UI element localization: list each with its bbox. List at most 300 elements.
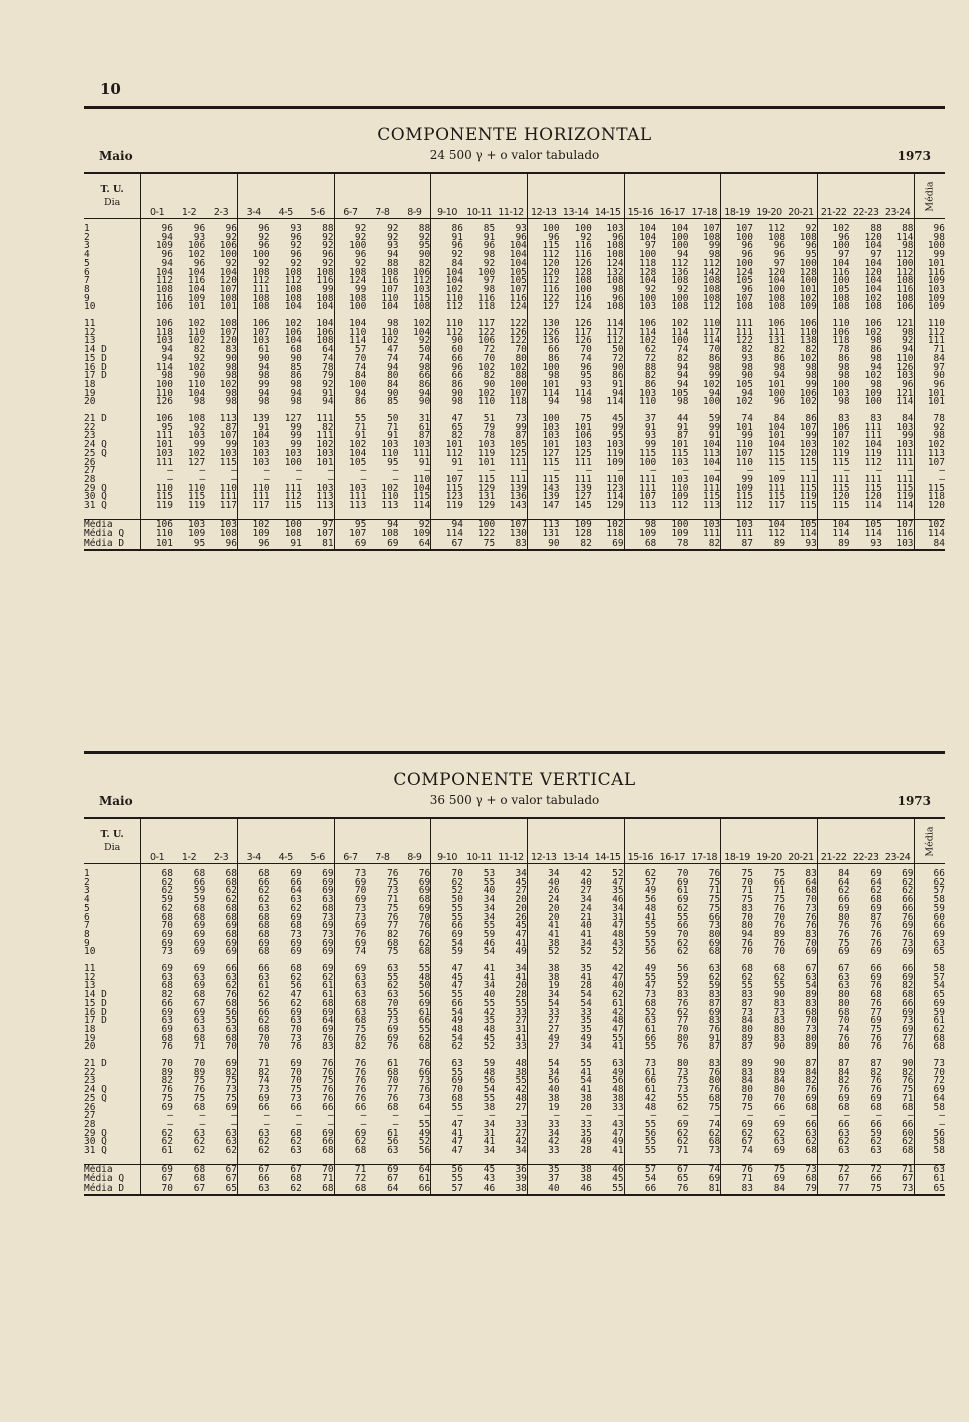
value-cell: — [747,465,753,477]
mean-value-cell: 96 [205,539,237,550]
day-cell: 27 [84,467,141,476]
value-cell: 109 [155,240,173,252]
day-cell: 3 [84,887,141,896]
value-cell: 87 [688,1000,720,1009]
mean-value-cell: 39 [495,1174,527,1184]
value-cell: 105 [495,269,527,278]
mean-value-cell: 71 [302,1174,334,1184]
value-cell: — [553,465,560,477]
mean-value-cell: 100 [463,519,495,529]
value-cell: 41 [592,1043,624,1052]
mean-value-cell: 36 [495,1164,527,1174]
hour-header: 15-16 [624,818,656,864]
value-cell: 54 [785,982,817,991]
value-cell: 51 [483,413,496,425]
value-cell: 101 [302,459,334,468]
value-cell: 76 [773,937,786,949]
value-cell: 100 [542,413,560,425]
value-cell: 68 [302,1000,334,1009]
value-cell: 111 [574,473,592,485]
value-cell: 73 [644,1058,657,1070]
value-cell: 68 [688,948,720,957]
value-cell: 69 [205,1104,237,1113]
hour-header: 6-7 [334,818,366,864]
value-cell: 82 [399,260,431,269]
value-cell: 101 [155,439,173,451]
value-cell: 86 [399,381,431,390]
value-cell: 73 [354,868,367,879]
value-cell: 112 [592,337,624,346]
value-cell: 103 [882,424,914,433]
value-cell: 80 [741,1084,753,1096]
day-cell: 30 Q [84,1138,141,1147]
value-cell: 111 [495,459,527,468]
value-cell: 108 [592,251,624,260]
value-cell: 123 [592,485,624,494]
value-cell: 89 [785,1043,817,1052]
value-cell: 34 [592,905,624,914]
value-cell: 83 [785,931,817,940]
value-cell: 89 [193,1066,206,1078]
value-cell: 80 [741,920,753,932]
day-cell: 18 [84,1026,141,1035]
value-cell: 109 [188,292,206,304]
mean-value-cell: 104 [817,519,849,529]
value-cell: 40 [592,982,624,991]
value-cell: 119 [832,447,850,459]
value-cell: 69 [161,963,173,975]
value-cell: 61 [399,1009,431,1018]
mean-value-cell: 82 [688,539,720,550]
value-cell: 108 [252,301,270,313]
daily-mean-cell: 100 [914,242,945,251]
value-cell: 76 [399,870,431,879]
value-cell: 68 [870,1101,882,1113]
value-cell: 115 [832,456,850,468]
daily-mean-cell: 101 [914,390,945,399]
value-cell: 63 [387,1145,399,1157]
value-cell: 47 [644,980,657,992]
value-cell: 96 [773,240,786,252]
value-cell: 68 [205,870,237,879]
value-cell: 66 [451,352,463,364]
value-cell: 107 [688,225,720,234]
daily-mean-cell: 98 [914,432,945,441]
value-cell: 114 [882,502,914,511]
value-cell: 63 [258,971,270,983]
value-cell: 47 [592,1130,624,1139]
day-cell: 2 [84,234,141,243]
value-cell: 104 [864,257,882,269]
value-cell: 55 [451,911,463,923]
hour-header: 5-6 [302,818,334,864]
day-cell: 6 [84,914,141,923]
value-cell: 126 [155,396,173,408]
day-cell: 25 Q [84,1095,141,1104]
mean-value-cell: 89 [773,537,786,549]
value-cell: 139 [542,491,560,503]
value-cell: 76 [741,937,753,949]
hour-header: 21-22 [817,818,849,864]
value-cell: 69 [882,922,914,931]
value-cell: 86 [773,352,786,364]
value-cell: 69 [677,894,689,906]
value-cell: 108 [785,234,817,243]
value-cell: 79 [483,421,496,433]
day-cell: 4 [84,896,141,905]
value-cell: 69 [870,902,882,914]
value-cell: 69 [354,963,367,975]
value-cell: 70 [741,876,753,888]
value-cell: 34 [548,989,560,1001]
value-cell: 55 [592,1035,624,1044]
mean-value-cell: 67 [193,1182,206,1194]
value-cell: 99 [592,424,624,433]
value-cell: 127 [542,301,560,313]
value-cell: 62 [451,1041,463,1053]
mean-value-cell: 46 [592,1164,624,1174]
value-cell: 70 [773,946,786,958]
mean-value-cell: 73 [785,1164,817,1174]
value-cell: 110 [688,320,720,329]
value-cell: 69 [290,946,302,958]
mean-value-cell: 103 [721,519,753,529]
value-cell: 92 [677,283,689,295]
value-cell: 115 [399,295,431,304]
value-cell: 33 [495,1009,527,1018]
value-cell: 100 [155,378,173,390]
mean-value-cell: 97 [302,519,334,529]
value-cell: 90 [773,1041,786,1053]
value-cell: 96 [193,257,206,269]
value-cell: 98 [548,370,560,382]
value-cell: 112 [284,491,302,503]
value-cell: 41 [483,971,496,983]
value-cell: 100 [767,283,786,295]
value-cell: 73 [399,1077,431,1086]
mean-value-cell: 70 [302,1164,334,1174]
value-cell: 75 [838,937,850,949]
value-cell: 80 [688,1077,720,1086]
value-cell: 73 [882,1017,914,1026]
value-cell: 80 [741,1023,753,1035]
value-cell: 62 [677,937,689,949]
day-cell: 12 [84,974,141,983]
value-cell: 69 [205,940,237,949]
value-cell: 114 [349,335,367,347]
value-cell: 80 [773,1023,786,1035]
value-cell: 128 [785,269,817,278]
daily-mean-cell: 120 [914,502,945,511]
value-cell: 66 [161,997,173,1009]
value-cell: 71 [882,1095,914,1104]
value-cell: 104 [252,430,270,442]
value-cell: 108 [688,234,720,243]
value-cell: 110 [381,491,399,503]
value-cell: 41 [495,974,527,983]
value-cell: 98 [205,364,237,373]
value-cell: 66 [882,905,914,914]
value-cell: 94 [592,390,624,399]
mean-value-cell: 76 [677,1182,689,1194]
value-cell: 59 [451,946,463,958]
value-cell: 66 [838,1118,850,1130]
mean-row [84,539,945,550]
value-cell: 50 [387,413,399,425]
value-cell: 104 [349,447,367,459]
value-cell: 111 [832,473,850,485]
day-cell: 15 D [84,355,141,364]
value-cell: 90 [483,378,496,390]
value-cell: 49 [399,1130,431,1139]
mean-value-cell: 35 [527,1164,559,1174]
value-cell: 96 [290,249,302,261]
value-cell: 99 [193,439,206,451]
mean-value-cell: 67 [451,537,463,549]
value-cell: 41 [580,971,592,983]
value-cell: 66 [399,1017,431,1026]
value-cell: 103 [882,372,914,381]
hour-header: 9-10 [431,818,463,864]
value-cell: 108 [864,301,882,313]
value-cell: 73 [258,1084,270,1096]
value-cell: 69 [193,937,206,949]
value-cell: 76 [387,1041,399,1053]
value-cell: 46 [483,937,496,949]
value-cell: 63 [258,902,270,914]
value-cell: 100 [785,277,817,286]
value-cell: 110 [349,326,367,338]
value-cell: 88 [644,361,657,373]
value-cell: 119 [882,493,914,502]
value-cell: 66 [644,1032,657,1044]
value-cell: 103 [349,482,367,494]
mean-value-cell: 57 [624,1164,656,1174]
value-cell: 55 [354,413,367,425]
value-cell: 54 [451,1006,463,1018]
value-cell: — [392,1118,399,1130]
value-cell: 105 [832,283,850,295]
mean-value-cell: 45 [592,1174,624,1184]
value-cell: 55 [205,1017,237,1026]
value-cell: 57 [644,876,657,888]
value-cell: 105 [495,441,527,450]
mean-value-cell: 68 [290,1173,302,1185]
value-cell: 66 [773,1101,786,1113]
value-cell: — [785,467,817,476]
value-cell: 109 [671,491,689,503]
value-cell: 61 [161,1145,173,1157]
value-cell: 68 [741,963,753,975]
value-cell: 68 [161,911,173,923]
value-cell: 98 [290,378,302,390]
value-cell: 83 [785,870,817,879]
value-cell: 105 [671,387,689,399]
value-cell: 74 [677,344,689,356]
mean-value-cell: 62 [290,1182,302,1194]
value-cell: 63 [205,1138,237,1147]
value-cell: 40 [580,876,592,888]
value-cell: 80 [677,1032,689,1044]
value-cell: 92 [302,242,334,251]
value-cell: 34 [483,1145,496,1157]
value-cell: 84 [838,1066,850,1078]
value-cell: 42 [592,1009,624,1018]
mean-value-cell: 77 [838,1182,850,1194]
value-cell: 70 [290,1066,302,1078]
value-cell: 122 [735,335,753,347]
value-cell: 49 [495,948,527,957]
value-cell: 66 [677,920,689,932]
value-cell: 83 [741,989,753,1001]
value-cell: 76 [302,1035,334,1044]
value-cell: 108 [592,277,624,286]
media-label: Média [924,825,936,857]
value-cell: 62 [677,1127,689,1139]
mean-label-cell: Média Q [84,529,141,539]
value-cell: 106 [832,421,850,433]
hour-header: 2-3 [205,173,237,219]
value-cell: 55 [644,1118,657,1130]
value-cell: 108 [767,292,786,304]
value-cell: 59 [483,1058,496,1070]
value-cell: 92 [205,234,237,243]
value-cell: 122 [495,320,527,329]
value-cell: 73 [354,911,367,923]
value-cell: 72 [644,352,657,364]
value-cell: — [392,1110,399,1122]
hour-header: 9-10 [431,173,463,219]
mean-value-cell: 100 [656,519,688,529]
value-cell: 66 [870,1118,882,1130]
value-cell: 69 [354,937,367,949]
value-cell: 115 [542,240,560,252]
value-cell: 71 [741,885,753,897]
value-cell: 57 [354,344,367,356]
value-cell: 77 [677,1015,689,1027]
value-cell: 104 [767,439,786,451]
value-cell: 94 [548,396,560,408]
day-cell: 31 Q [84,502,141,511]
value-cell: 69 [677,1118,689,1130]
value-cell: 63 [354,1006,367,1018]
value-cell: 118 [495,398,527,407]
value-cell: 110 [445,292,463,304]
overall-mean-cell: 114 [914,529,945,539]
value-cell: 82 [193,344,206,356]
value-cell: 68 [688,1095,720,1104]
value-cell: 62 [677,1101,689,1113]
value-cell: 102 [864,292,882,304]
value-cell: 48 [483,1066,496,1078]
value-cell: 55 [644,1136,657,1148]
value-cell: 98 [290,396,302,408]
value-cell: 111 [882,450,914,459]
mean-value-cell: 69 [141,1164,173,1174]
value-cell: 70 [677,928,689,940]
value-cell: 77 [870,1006,882,1018]
value-cell: 56 [399,1147,431,1156]
value-cell: 27 [495,1130,527,1139]
value-cell: — [360,1110,367,1122]
day-cell: 13 [84,337,141,346]
value-cell: 119 [478,447,496,459]
mean-label-cell: Média Q [84,1174,141,1184]
value-cell: 73 [302,914,334,923]
value-cell: 69 [193,946,206,958]
value-cell: 122 [478,326,496,338]
value-cell: 85 [387,396,399,408]
day-cell: 20 [84,398,141,407]
value-cell: 107 [252,326,270,338]
value-cell: 103 [284,447,302,459]
value-cell: 69 [785,948,817,957]
value-cell: 102 [785,295,817,304]
value-cell: 42 [495,1086,527,1095]
value-cell: 69 [688,1009,720,1018]
value-cell: 49 [451,1015,463,1027]
value-cell: 108 [188,413,206,425]
base-value-note: 24 500 γ + o valor tabulado [429,148,600,162]
value-cell: 27 [548,1023,560,1035]
mean-value-cell: 128 [574,528,592,540]
value-cell: 76 [193,1084,206,1096]
value-cell: 90 [592,364,624,373]
value-cell: 76 [399,931,431,940]
value-cell: 120 [542,257,560,269]
day-cell: 21 D [84,1060,141,1069]
value-cell: 73 [399,1095,431,1104]
value-cell: 106 [767,318,786,330]
value-cell: 86 [451,223,463,234]
value-cell: 69 [838,946,850,958]
value-cell: 94 [387,249,399,261]
mean-value-cell: 79 [785,1184,817,1195]
value-cell: 64 [838,876,850,888]
hour-header: 6-7 [334,173,366,219]
value-cell: 76 [870,1032,882,1044]
value-cell: 50 [399,346,431,355]
value-cell: 139 [495,485,527,494]
value-cell: 98 [258,396,270,408]
value-cell: 88 [495,372,527,381]
value-cell: 96 [258,240,270,252]
mean-value-cell: 67 [205,1164,237,1174]
value-cell: 82 [161,989,173,1001]
daily-mean-cell: 113 [914,450,945,459]
value-cell: — [167,465,173,477]
mean-value-cell: 67 [205,1174,237,1184]
value-cell: 110 [155,387,173,399]
value-cell: 120 [864,266,882,278]
value-cell: 96 [161,249,173,261]
value-cell: 34 [580,1041,592,1053]
value-cell: — [302,1121,334,1130]
value-cell: 69 [882,1009,914,1018]
day-cell: 2 [84,879,141,888]
value-cell: 111 [155,430,173,442]
value-cell: 105 [495,277,527,286]
value-cell: 70 [838,1015,850,1027]
value-cell: 108 [252,266,270,278]
value-cell: 62 [644,868,657,879]
value-cell: 92 [290,257,302,269]
value-cell: 106 [205,242,237,251]
value-cell: 76 [302,1095,334,1104]
value-cell: 70 [677,1023,689,1035]
value-cell: 62 [451,876,463,888]
value-cell: 103 [882,441,914,450]
